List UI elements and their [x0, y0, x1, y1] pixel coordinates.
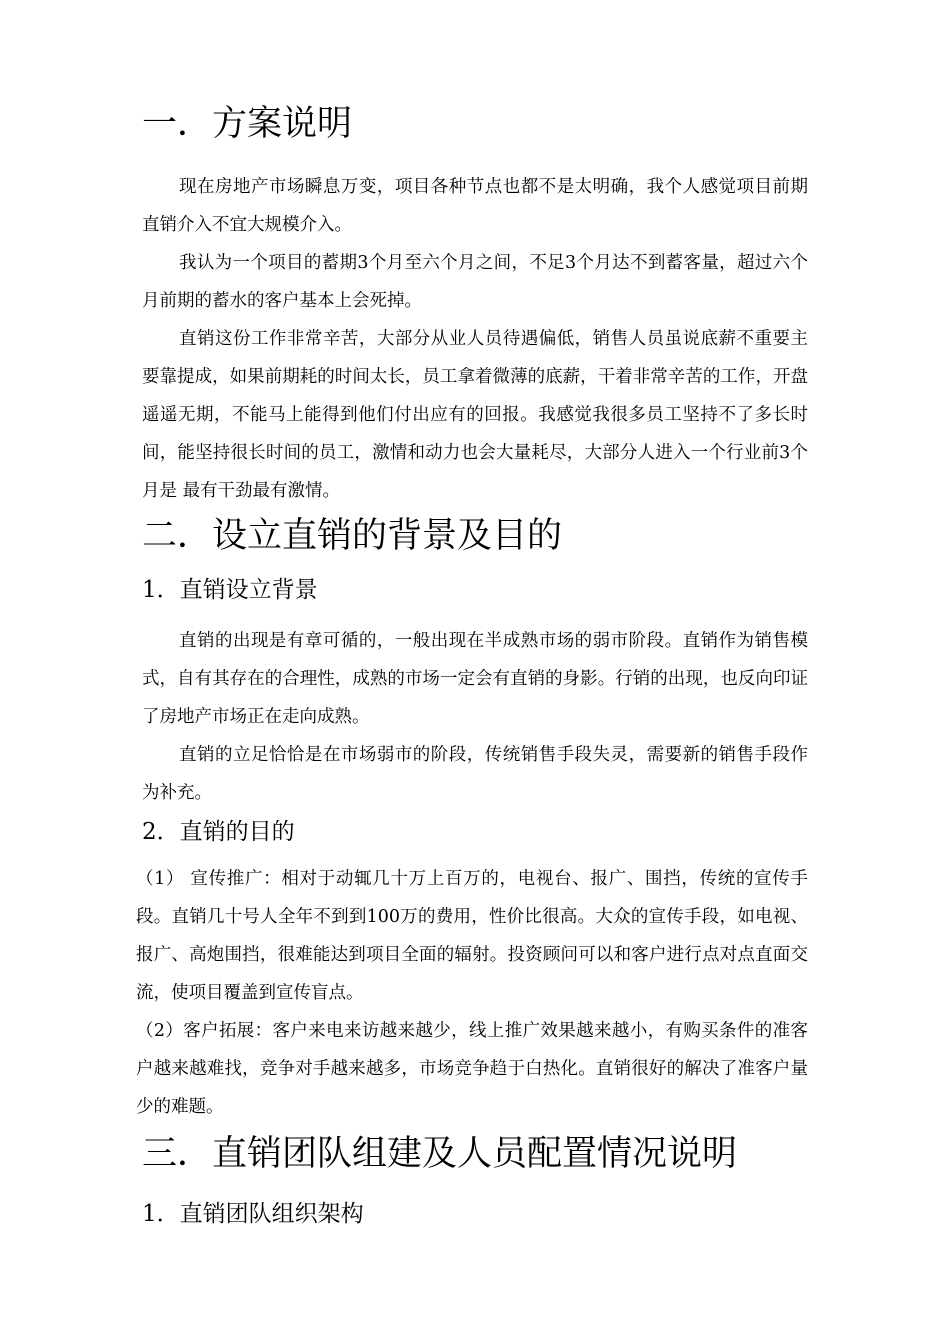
document-page: [136, 96, 808, 1232]
section-heading-2: 二．设立直销的背景及目的: [142, 516, 563, 556]
paragraph: 直销的出现是有章可循的，一般出现在半成熟市场的弱市阶段。直销作为销售模式，自有其存在的合理性，成熟的市场一定会有直销的身影。行销的出现，也反向印证了房地产市场正在走向成熟。: [142, 631, 808, 727]
paragraph: 直销这份工作非常辛苦，大部分从业人员待遇偏低，销售人员虽说底薪不重要主要靠提成，如果前期耗的时间太长，员工拿着微薄的底薪，干着非常辛苦的工作，开盘遥遥无期，不能马上能得到他们付出应有的回报。我感觉我很多员工坚持不了多长时间，能坚持很长时间的员工，激情和动力也会大量耗尽，大部分人进入一个行业前3个月是 最有干劲最有激情。: [142, 329, 808, 501]
section-heading-1: 一．方案说明: [142, 104, 353, 144]
subsection-heading: 1．直销设立背景: [142, 577, 318, 603]
paragraph: 我认为一个项目的蓄期3个月至六个月之间，不足3个月达不到蓄客量，超过六个月前期的蓄水的客户基本上会死掉。: [142, 253, 808, 311]
list-item: （1） 宣传推广：相对于动辄几十万上百万的，电视台、报广、围挡，传统的宣传手段。直销几十号人全年不到到100万的费用，性价比很高。大众的宣传手段，如电视、报广、高炮围挡，很难能达到项目全面的辐射。投资顾问可以和客户进行点对点直面交流，使项目覆盖到宣传盲点。: [136, 869, 808, 1003]
paragraph: 现在房地产市场瞬息万变，项目各种节点也都不是太明确，我个人感觉项目前期直销介入不宜大规模介入。: [142, 177, 808, 235]
subsection-heading: 1．直销团队组织架构: [142, 1201, 364, 1227]
section-heading-3: 三．直销团队组建及人员配置情况说明: [142, 1134, 738, 1174]
paragraph: 直销的立足恰恰是在市场弱市的阶段，传统销售手段失灵，需要新的销售手段作为补充。: [142, 745, 808, 803]
list-item: （2）客户拓展：客户来电来访越来越少，线上推广效果越来越小，有购买条件的准客户越来越难找，竞争对手越来越多，市场竞争趋于白热化。直销很好的解决了准客户量少的难题。: [136, 1021, 808, 1117]
subsection-heading: 2．直销的目的: [142, 819, 295, 845]
